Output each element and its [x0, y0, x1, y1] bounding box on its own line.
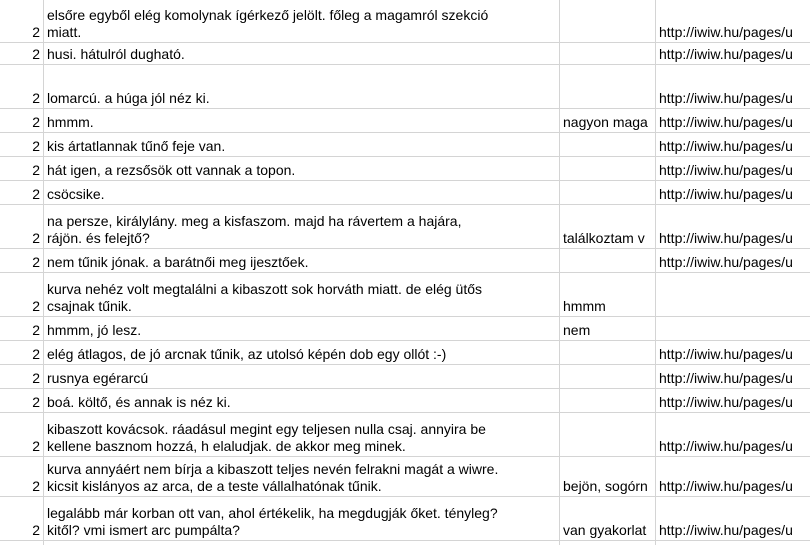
table-row	[0, 249, 810, 273]
cell-count[interactable]: 2	[0, 273, 44, 316]
cell-count[interactable]: 2	[0, 0, 44, 42]
cell-comment[interactable]: elég átlagos, de jó arcnak tűnik, az utolsó képén dob egy ollót :-)	[44, 341, 560, 364]
cell-url[interactable]: http://iwiw.hu/pages/u	[659, 254, 793, 270]
cell-url[interactable]: http://iwiw.hu/pages/u	[659, 478, 793, 494]
cell-count[interactable]: 2	[0, 65, 44, 108]
cell-count[interactable]: 2	[0, 413, 44, 456]
table-row	[0, 109, 810, 133]
cell-url[interactable]: http://iwiw.hu/pages/u	[659, 186, 793, 202]
cell-url[interactable]	[656, 273, 810, 316]
cell-note[interactable]	[560, 541, 656, 545]
cell-comment[interactable]: csöcsike.	[44, 181, 560, 204]
table-row	[0, 133, 810, 157]
cell-note[interactable]	[560, 65, 656, 108]
cell-note[interactable]: hmmm	[560, 273, 656, 316]
cell-comment[interactable]	[44, 541, 560, 545]
cell-comment[interactable]: kis ártatlannak tűnő feje van.	[44, 133, 560, 156]
table-row	[0, 389, 810, 413]
cell-url[interactable]	[656, 317, 810, 340]
cell-count[interactable]: 2	[0, 157, 44, 180]
table-row	[0, 317, 810, 341]
cell-comment[interactable]: hát igen, a rezsősök ott vannak a topon.	[44, 157, 560, 180]
cell-count[interactable]: 2	[0, 389, 44, 412]
cell-note[interactable]: van gyakorlat	[560, 497, 656, 540]
table-row	[0, 65, 810, 109]
cell-comment[interactable]: nem tűnik jónak. a barátnői meg ijesztőek.	[44, 249, 560, 272]
cell-url[interactable]: http://iwiw.hu/pages/u	[659, 46, 793, 62]
cell-count[interactable]	[0, 541, 44, 545]
table-row	[0, 0, 810, 43]
cell-url[interactable]: http://iwiw.hu/pages/u	[659, 346, 793, 362]
table-row	[0, 157, 810, 181]
cell-url[interactable]: http://iwiw.hu/pages/u	[659, 138, 793, 154]
cell-note[interactable]	[560, 341, 656, 364]
table-row	[0, 497, 810, 541]
cell-url[interactable]: http://iwiw.hu/pages/u	[659, 90, 793, 106]
table-row	[0, 273, 810, 317]
cell-note[interactable]: nagyon maga	[560, 109, 656, 132]
cell-count[interactable]: 2	[0, 365, 44, 388]
cell-comment[interactable]: kurva annyáért nem bírja a kibaszott teljes nevén felrakni magát a wiwre. kicsit kislányos az arca, de a teste vállalhatónak tűnik.	[44, 457, 560, 496]
cell-note[interactable]: nem	[560, 317, 656, 340]
cell-note[interactable]	[560, 133, 656, 156]
cell-url[interactable]: http://iwiw.hu/pages/u	[659, 370, 793, 386]
table-row	[0, 457, 810, 497]
cell-count[interactable]: 2	[0, 457, 44, 496]
cell-url[interactable]	[656, 541, 810, 545]
cell-note[interactable]	[560, 43, 656, 64]
cell-note[interactable]	[560, 249, 656, 272]
cell-count[interactable]: 2	[0, 43, 44, 64]
cell-url[interactable]: http://iwiw.hu/pages/u	[659, 24, 793, 40]
table-row	[0, 365, 810, 389]
cell-comment[interactable]: rusnya egérarcú	[44, 365, 560, 388]
table-row	[0, 413, 810, 457]
cell-note[interactable]	[560, 365, 656, 388]
cell-note[interactable]: találkoztam v	[560, 205, 656, 248]
cell-url[interactable]: http://iwiw.hu/pages/u	[659, 162, 793, 178]
cell-comment[interactable]: na persze, királylány. meg a kisfaszom. majd ha rávertem a hajára, rájön. és felejtő?	[44, 205, 560, 248]
table-row	[0, 205, 810, 249]
cell-comment[interactable]: kibaszott kovácsok. ráadásul megint egy teljesen nulla csaj. annyira be kellene basznom hozzá, h elaludjak. de akkor meg minek.	[44, 413, 560, 456]
cell-count[interactable]: 2	[0, 249, 44, 272]
cell-url[interactable]: http://iwiw.hu/pages/u	[659, 438, 793, 454]
cell-comment[interactable]: kurva nehéz volt megtalálni a kibaszott sok horváth miatt. de elég ütős csajnak tűnik.	[44, 273, 560, 316]
cell-url[interactable]: http://iwiw.hu/pages/u	[659, 394, 793, 410]
cell-url[interactable]: http://iwiw.hu/pages/u	[659, 114, 793, 130]
table-row	[0, 181, 810, 205]
cell-url[interactable]: http://iwiw.hu/pages/u	[659, 230, 793, 246]
cell-comment[interactable]: boá. költő, és annak is néz ki.	[44, 389, 560, 412]
cell-note[interactable]	[560, 389, 656, 412]
cell-count[interactable]: 2	[0, 133, 44, 156]
cell-comment[interactable]: elsőre egyből elég komolynak ígérkező jelölt. főleg a magamról szekció miatt.	[44, 0, 560, 42]
cell-comment[interactable]: hmmm.	[44, 109, 560, 132]
cell-count[interactable]: 2	[0, 317, 44, 340]
cell-count[interactable]: 2	[0, 181, 44, 204]
cell-comment[interactable]: husi. hátulról dugható.	[44, 43, 560, 64]
cell-comment[interactable]: hmmm, jó lesz.	[44, 317, 560, 340]
table-row	[0, 341, 810, 365]
cell-note[interactable]	[560, 181, 656, 204]
cell-count[interactable]: 2	[0, 205, 44, 248]
table-row	[0, 43, 810, 65]
cell-note[interactable]	[560, 0, 656, 42]
cell-count[interactable]: 2	[0, 109, 44, 132]
table-row	[0, 541, 810, 545]
cell-count[interactable]: 2	[0, 341, 44, 364]
cell-note[interactable]: bejön, sogórn	[560, 457, 656, 496]
cell-note[interactable]	[560, 413, 656, 456]
cell-count[interactable]: 2	[0, 497, 44, 540]
cell-comment[interactable]: legalább már korban ott van, ahol értékelik, ha megdugják őket. tényleg? kitől? vmi ismert arc pumpálta?	[44, 497, 560, 540]
cell-note[interactable]	[560, 157, 656, 180]
cell-comment[interactable]: lomarcú. a húga jól néz ki.	[44, 65, 560, 108]
cell-url[interactable]: http://iwiw.hu/pages/u	[659, 522, 793, 538]
